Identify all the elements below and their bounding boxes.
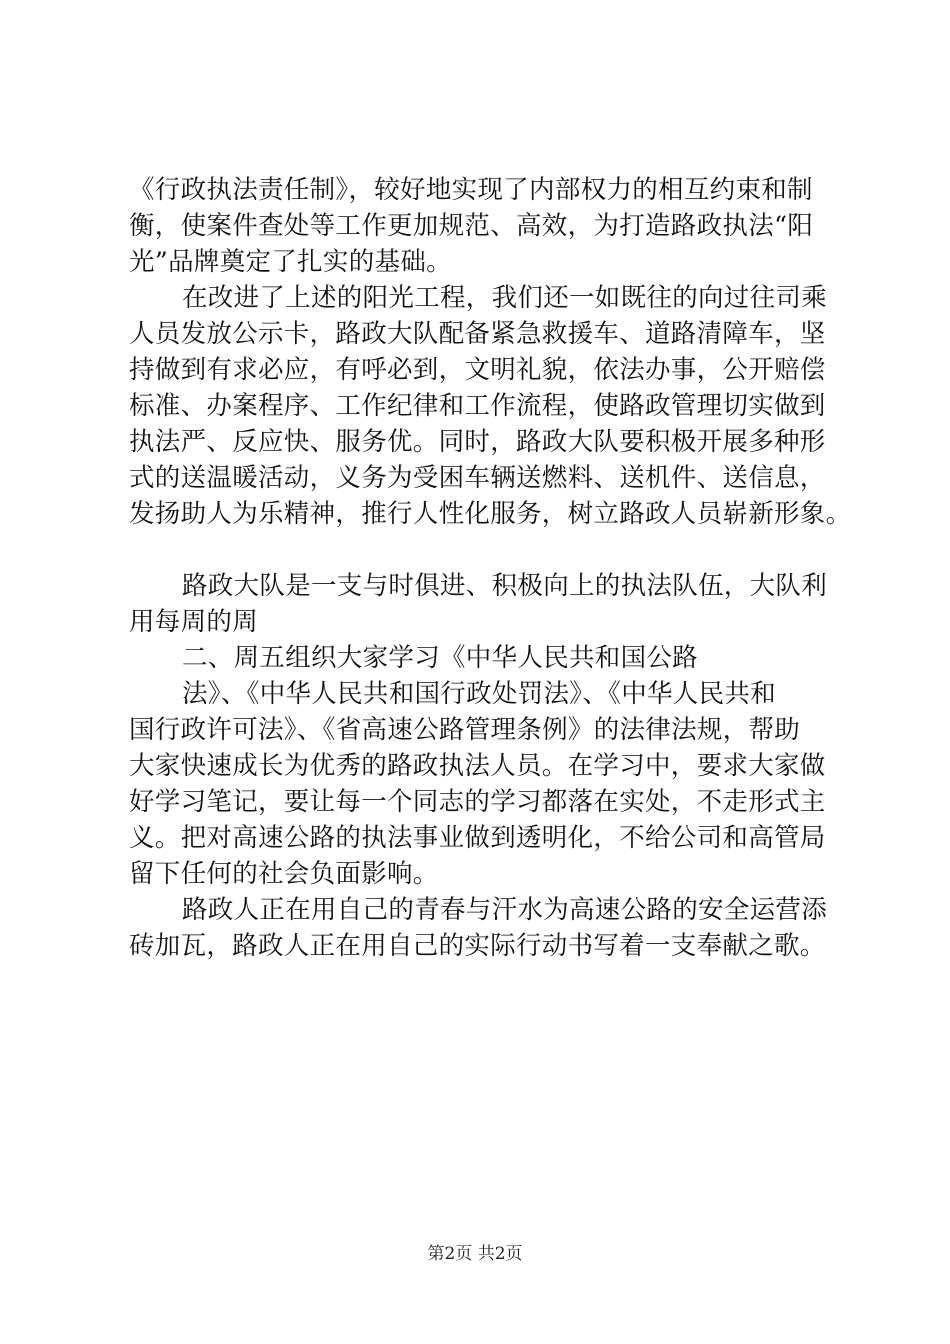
paragraph-2 [129,280,852,532]
text-line: 大家快速成长为优秀的路政执法人员。在学习中，要求大家做 [129,751,826,781]
text-line: 路政人正在用自己的青春与汗水为高速公路的安全运营添 [182,895,828,925]
text-line: 式的送温暖活动，义务为受困车辆送燃料、送机件、送信息， [129,463,826,493]
paragraph-1 [129,172,841,280]
page-number-footer: 第2页 共2页 [427,1244,523,1264]
paragraph-4 [129,892,841,964]
text-line: 衡，使案件查处等工作更加规范、高效，为打造路政执法“阳 [129,211,814,241]
text-line: 义。把对高速公路的执法事业做到透明化，不给公司和高管局 [129,823,826,853]
text-line: 发扬助人为乐精神，推行人性化服务，树立路政人员崭新形象。 [129,499,852,529]
text-line: 人员发放公示卡，路政大队配备紧急救援车、道路清障车，坚 [129,319,826,349]
text-line: 国行政许可法》、《省高速公路管理条例》的法律法规，帮助 [129,715,801,745]
paragraph-3 [129,568,841,892]
text-line: 持做到有求必应，有呼必到，文明礼貌，依法办事，公开赔偿 [129,355,826,385]
text-line: 留下任何的社会负面影响。 [129,859,439,889]
text-line: 在改进了上述的阳光工程，我们还一如既往的向过往司乘 [182,283,828,313]
text-line: 《行政执法责任制》，较好地实现了内部权力的相互约束和制 [129,175,813,205]
text-line: 二、周五组织大家学习《中华人民共和国公路 [182,643,699,673]
text-line: 法》、《中华人民共和国行政处罚法》、《中华人民共和 [182,679,777,709]
text-line: 执法严、反应快、服务优。同时，路政大队要积极开展多种形 [129,427,826,457]
document-body [129,172,852,964]
text-line: 用每周的周 [129,607,259,637]
text-line: 路政大队是一支与时俱进、积极向上的执法队伍，大队利 [182,571,828,601]
text-line: 光”品牌奠定了扎实的基础。 [129,247,452,277]
text-line: 标准、办案程序、工作纪律和工作流程，使路政管理切实做到 [129,391,826,421]
paragraph-spacer [129,532,841,568]
text-line: 砖加瓦，路政人正在用自己的实际行动书写着一支奉献之歌。 [129,931,826,961]
text-line: 好学习笔记，要让每一个同志的学习都落在实处，不走形式主 [129,787,826,817]
